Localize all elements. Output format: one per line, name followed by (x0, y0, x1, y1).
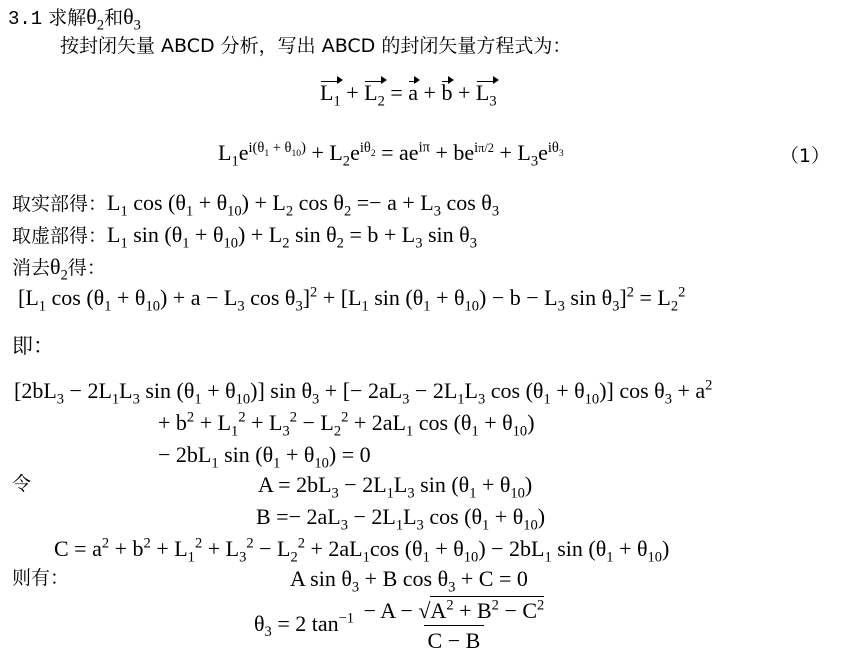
eliminate-theta2: $\theta_2$ (50, 254, 68, 284)
solution-fraction: $\frac{- A - √A^2 + B^2 - C^2}{C - B}$ (363, 597, 545, 654)
then-label: 则有： (12, 567, 70, 589)
real-part-equation: $L_1$ $\cos (\theta_1 + \theta_{10}) + L_2$ $\cos \theta_2 =- a + L_3$ $\cos \theta_3$ (107, 190, 500, 220)
complex-equation: $L_1e^{i(\theta_1 + \theta_{10})} + L_2e^{i\theta_2} = ae^{i\pi} + be^{i\pi/2} + L_3e^{i\theta_3}$ (218, 139, 564, 170)
squared-sum-equation: [$L_1$ $\cos (\theta_1 + \theta_{10}) + a - L_3$ $\cos \theta_3]^2 + [L_1$ $\sin (\theta_1 + \theta_{10}) - b - L_3$ $\sin \theta_3]^2 = L_2^2$ (18, 284, 686, 315)
ie-label: 即： (12, 334, 54, 358)
imag-part-row (12, 222, 477, 252)
theta3-solution: $\theta_3 = 2$ $\tan^{-1}$ $\frac{- A - √A^2 + B^2 - C^2}{C - B}$ (254, 598, 548, 654)
eliminate-suffix: 得： (67, 257, 106, 279)
heading-theta2: $\theta_2$ (86, 4, 105, 34)
section-number: 3.1 (8, 8, 43, 30)
vector-equation: $L_1 + L_2 = a + b + L_3$ (320, 80, 497, 110)
let-label: 令 (12, 473, 32, 495)
heading-theta3: $\theta_3$ (123, 4, 141, 34)
expanded-equation-line3: − $2bL_1$ $\sin (\theta_1 + \theta_{10}) = 0$ (158, 442, 371, 472)
definition-A: $A = 2bL_3 - 2L_1L_3$ $\sin (\theta_1 + \theta_{10})$ (258, 472, 533, 502)
real-part-row (12, 190, 500, 220)
expanded-equation-line2: + $b^2 + L_1^2 + L_3^2 - L_2^2 + 2aL_1$ $\cos (\theta_1 + \theta_{10})$ (158, 409, 535, 440)
expanded-equation-line1: [$2bL_3 - 2L_1L_3$ $\sin (\theta_1 + \theta_{10})$] $\sin \theta_3$ + [− $2aL_3 - 2L_1L_3$ $\cos (\theta_1 + \theta_{10})$] $\cos \theta_3 + a^2$ (14, 377, 713, 408)
section-title-prefix: 求解 (48, 7, 87, 29)
eliminate-row (12, 254, 106, 284)
trig-equation: A $\sin \theta_3 + B$ $\cos \theta_3 + C = 0$ (290, 566, 528, 596)
real-part-label: 取实部得： (12, 193, 108, 215)
definition-B: $B =- 2aL_3 - 2L_1L_3$ $\cos (\theta_1 + \theta_{10})$ (256, 504, 546, 534)
section-title-mid: 和 (104, 7, 124, 29)
definition-C: $C = a^2 + b^2 + L_1^2 + L_3^2 - L_2^2 + 2aL_1\cos$ $(\theta_1 + \theta_{10}) - 2bL_1$ $\sin (\theta_1 + \theta_{10})$ (54, 535, 670, 566)
equation-number: （1） (779, 145, 830, 167)
section-heading (8, 4, 141, 34)
imag-part-label: 取虚部得： (12, 225, 108, 247)
imag-part-equation: $L_1$ $\sin (\theta_1 + \theta_{10}) + L_2$ $\sin \theta_2 = b + L_3$ $\sin \theta_3$ (107, 222, 477, 252)
eliminate-prefix: 消去 (12, 257, 51, 279)
intro-paragraph: 按封闭矢量 ABCD 分析，写出 ABCD 的封闭矢量方程式为： (60, 35, 572, 57)
